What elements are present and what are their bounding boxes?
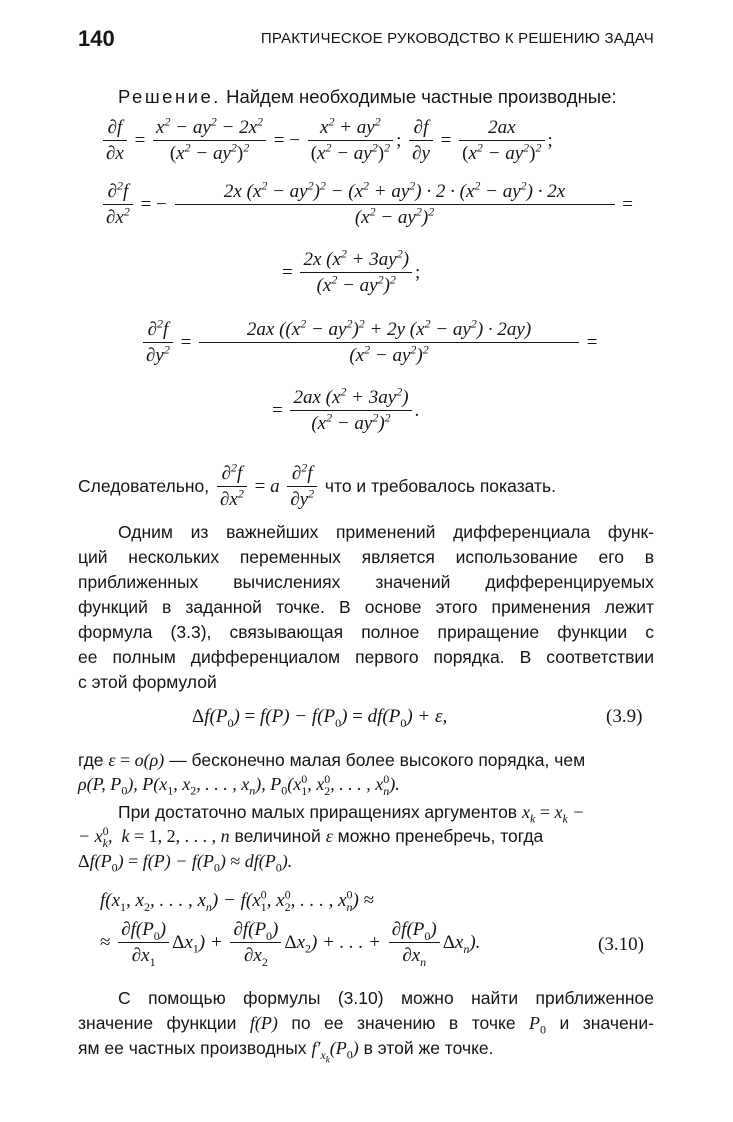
paragraph3-line-2: значение функции f(P) по ее значению в точке $P_0$ и значени- bbox=[78, 1013, 654, 1037]
equation-3-10-line-2: ≈ $\frac{\partial f(P_0)}{\partial x_1}$ $\Delta x_1$) + $\frac{\partial f(P_0)}{\partial x_2}$ $\Delta x_2$) + . . . + $\frac{\partial f(P_0)}{\partial x_n}$ $\Delta x_n$). bbox=[100, 919, 481, 969]
paragraph1-line-6: ее полным дифференциалом первого порядка. В соответствии bbox=[78, 647, 654, 667]
conclusion-prefix: Следовательно, bbox=[78, 476, 210, 496]
equation-second-partial-x-result: = $\frac{2x (x^2 + 3ay^2)}{(x^2 - ay^2)^2}$ ; bbox=[282, 248, 420, 299]
paragraph2-line-1: При достаточно малых приращениях аргументов $x_k = x_k$ − bbox=[118, 802, 585, 826]
conclusion-suffix: что и требовалось показать. bbox=[324, 476, 556, 496]
paragraph1-line-7: с этой формулой bbox=[78, 672, 217, 692]
equation-3-9: $\Delta f(P_0) = f(P) - f(P_0) = df(P_0) + \varepsilon$, bbox=[192, 706, 448, 730]
paragraph2-line-2: − $x^0_k$, k = 1, 2, . . . , n величиной ε можно пренебречь, тогда bbox=[78, 824, 544, 850]
running-header bbox=[78, 26, 654, 54]
paragraph1-line-4: функций в заданной точке. В основе этого применения лежит bbox=[78, 597, 654, 617]
paragraph1-line-2: ций нескольких переменных является использование его в bbox=[78, 547, 654, 567]
equation-3-9-label: (3.9) bbox=[606, 706, 643, 727]
equation-first-partials: $\frac{\partial f}{\partial x}$ = $\frac{x^2 - ay^2 - 2x^2}{(x^2 - ay^2)^2}$ = − $\frac{x^2 + ay^2}{(x^2 - ay^2)^2}$ ; $\frac{\partial f}{\partial y}$ = $\frac{2ax}{(x^2 - ay^2)^2}$ ; bbox=[100, 116, 553, 167]
paragraph1-line-5: формула (3.3), связывающая полное приращение функции с bbox=[78, 622, 654, 642]
where-line: где ε = o(ρ) — бесконечно малая более высокого порядка, чем bbox=[78, 750, 586, 770]
equation-3-10-label: (3.10) bbox=[598, 934, 644, 955]
solution-label: Решение. bbox=[118, 86, 221, 107]
equation-second-partial-y-result: = $\frac{2ax (x^2 + 3ay^2)}{(x^2 - ay^2)^2}$ . bbox=[272, 386, 419, 437]
paragraph2-line-3: $\Delta f(P_0) = f(P) - f(P_0) \approx df(P_0)$. bbox=[78, 851, 293, 875]
page-number: 140 bbox=[78, 26, 115, 51]
paragraph3-line-1: С помощью формулы (3.10) можно найти приближенное bbox=[118, 988, 654, 1008]
paragraph1-line-1: Одним из важнейших применений дифференциала функ- bbox=[118, 522, 654, 542]
where-line-2: ρ(P, $P_0$), $P(x_1$, $x_2$, . . . , $x_n$), $P_0(x^0_1$, $x^0_2$, . . . , $x^0_n$). bbox=[78, 772, 400, 798]
conclusion-line: Следовательно, $\frac{\partial^2f}{\partial x^2}$ = a $\frac{\partial^2f}{\partial y^2}$ что и требовалось показать. bbox=[78, 460, 654, 512]
equation-second-partial-y: $\frac{\partial^2f}{\partial y^2}$ = $\frac{2ax ((x^2 - ay^2)^2 + 2y (x^2 - ay^2) \cdot 2ay)}{(x^2 - ay^2)^2}$ = bbox=[140, 318, 598, 369]
equation-3-10-line-1: $f(x_1$, $x_2$, . . . , $x_n) - f(x^0_1$, $x^0_2$, . . . , $x^0_n$) ≈ bbox=[100, 887, 375, 914]
running-title: ПРАКТИЧЕСКОЕ РУКОВОДСТВО К РЕШЕНИЮ ЗАДАЧ bbox=[260, 30, 654, 47]
solution-intro-text: Найдем необходимые частные производные: bbox=[226, 86, 617, 107]
equation-second-partial-x: $\frac{\partial^2f}{\partial x^2}$ = − $\frac{2x (x^2 - ay^2)^2 - (x^2 + ay^2) \cdot 2 \cdot (x^2 - ay^2) \cdot 2x}{(x^2 - ay^2)^2}$ = bbox=[100, 180, 633, 231]
paragraph3-line-3: ям ее частных производных $f'_{x_k}(P_0)$ в этой же точке. bbox=[78, 1038, 494, 1064]
solution-intro bbox=[118, 84, 654, 109]
paragraph1-line-3: приближенных вычислениях значений дифференцируемых bbox=[78, 572, 654, 592]
